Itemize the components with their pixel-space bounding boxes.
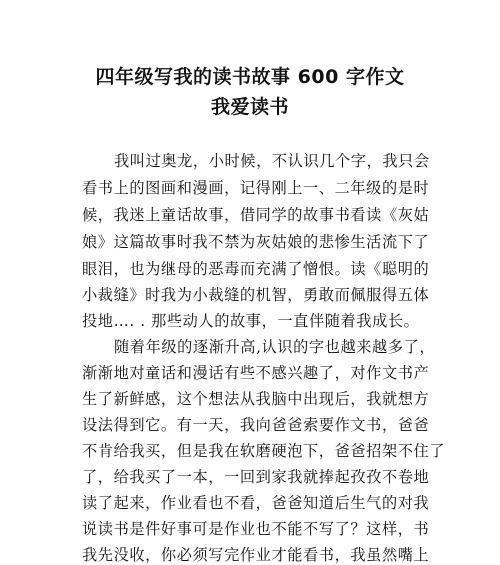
paragraph-1-line-7: 投地…. . 那些动人的故事，一直伴随着我成长。 [82, 312, 420, 330]
paragraph-1-line-2: 看书上的图画和漫画，记得刚上一、二年级的是时 [82, 179, 430, 197]
paragraph-1-line-3: 候，我迷上童话故事，借同学的故事书看读《灰姑 [82, 206, 430, 224]
paragraph-1-line-4: 娘》这篇故事时我不禁为灰姑娘的悲惨生活流下了 [82, 233, 430, 251]
paragraph-1-line-1: 我叫过奥龙，小时候，不认识几个字，我只会 [114, 152, 430, 170]
paragraph-2-line-5: 不肯给我买，但是我在软磨硬泡下，爸爸招架不住了 [82, 442, 446, 460]
paragraph-2-line-2: 渐渐地对童话和漫话有些不感兴趣了，对作文书产 [82, 364, 430, 382]
paragraph-1-line-5: 眼泪，也为继母的恶毒而充满了憎恨。读《聪明的 [82, 260, 430, 278]
paragraph-1-line-6: 小裁缝》时我为小裁缝的机智，勇敢而佩服得五体 [82, 286, 430, 304]
paragraph-2-line-9: 我先没收，你必须写完作业才能看书，我虽然嘴上 [82, 546, 430, 564]
paragraph-2-line-6: 了，给我买了一本，一回到家我就捧起孜孜不卷地 [82, 468, 430, 486]
paragraph-2-line-1: 随着年级的逐渐升高,认识的字也越来越多了， [114, 338, 436, 356]
paragraph-2-line-8: 说读书是件好事可是作业也不能不写了？这样，书 [82, 520, 430, 538]
document-title: 四年级写我的读书故事 600 字作文 [95, 66, 405, 88]
paragraph-2-line-3: 生了新鲜感，这个想法从我脑中出现后，我就想方 [82, 390, 430, 408]
paragraph-2-line-4: 设法得到它。有一天，我向爸爸索要作文书，爸爸 [82, 416, 430, 434]
document-subtitle: 我爱读书 [210, 96, 289, 118]
paragraph-2-line-7: 读了起来，作业看也不看，爸爸知道后生气的对我 [82, 494, 430, 512]
